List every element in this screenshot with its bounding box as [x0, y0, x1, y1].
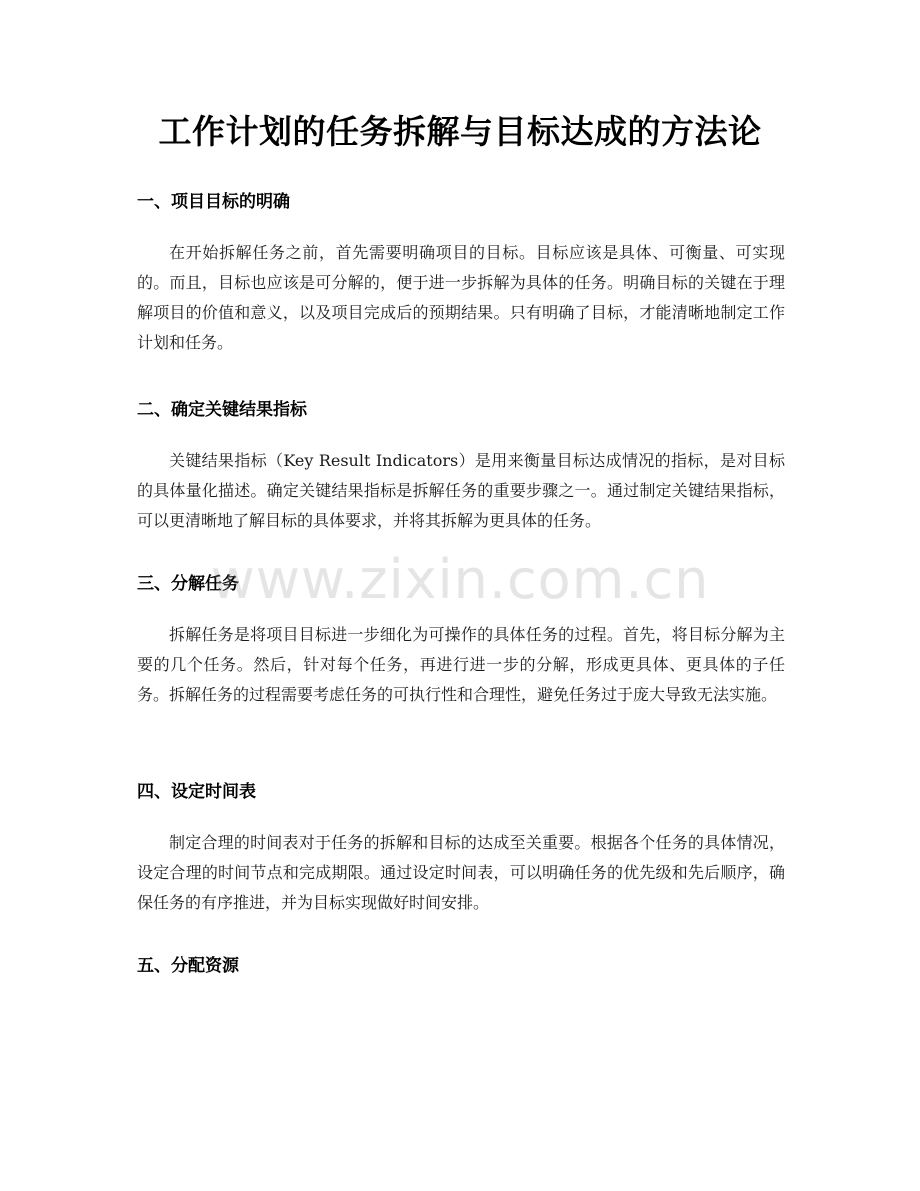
section-resource-allocation — [137, 954, 785, 978]
section-heading: 五、分配资源 — [137, 956, 239, 976]
section-paragraph: 制定合理的时间表对于任务的拆解和目标的达成至关重要。根据各个任务的具体情况，设定合理的时间节点和完成期限。通过设定时间表，可以明确任务的优先级和先后顺序，确保任务的有序推进，并为目标实现做好时间安排。 — [137, 833, 785, 912]
section-paragraph: 在开始拆解任务之前，首先需要明确项目的目标。目标应该是具体、可衡量、可实现的。而且，目标也应该是可分解的，便于进一步拆解为具体的任务。明确目标的关键在于理解项目的价值和意义，以及项目完成后的预期结果。只有明确了目标，才能清晰地制定工作计划和任务。 — [137, 243, 785, 352]
document-title: 工作计划的任务拆解与目标达成的方法论 — [158, 112, 762, 151]
section-paragraph: 关键结果指标（Key Result Indicators）是用来衡量目标达成情况的指标，是对目标的具体量化描述。确定关键结果指标是拆解任务的重要步骤之一。通过制定关键结果指标，可以更清晰地了解目标的具体要求，并将其拆解为更具体的任务。 — [137, 451, 785, 530]
section-heading: 四、设定时间表 — [137, 782, 256, 802]
watermark: www.zixin.com.cn — [210, 548, 710, 611]
section-task-breakdown — [137, 572, 785, 710]
section-heading: 一、项目目标的明确 — [137, 192, 290, 212]
section-heading: 三、分解任务 — [137, 574, 239, 594]
section-key-result-indicators — [137, 398, 785, 536]
section-project-goal — [137, 190, 785, 358]
section-heading: 二、确定关键结果指标 — [137, 400, 307, 420]
section-timeline — [137, 780, 785, 918]
section-paragraph: 拆解任务是将项目目标进一步细化为可操作的具体任务的过程。首先，将目标分解为主要的几个任务。然后，针对每个任务，再进行进一步的分解，形成更具体、更具体的子任务。拆解任务的过程需要考虑任务的可执行性和合理性，避免任务过于庞大导致无法实施。 — [137, 625, 785, 704]
